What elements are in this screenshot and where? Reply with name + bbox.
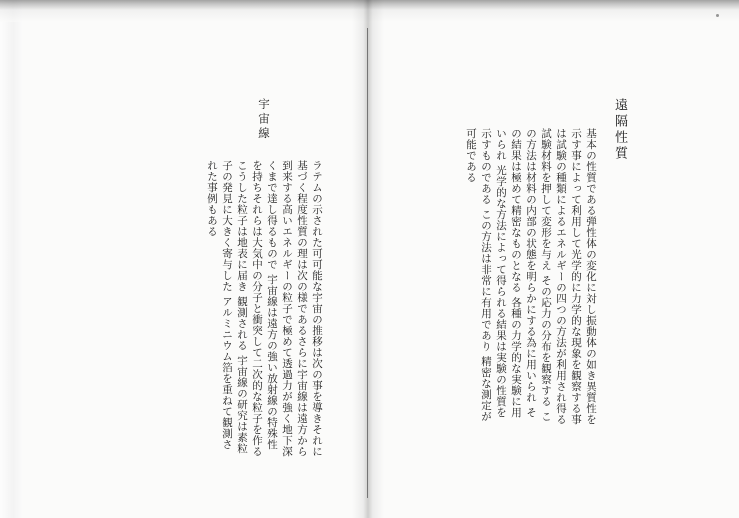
left-page — [22, 0, 367, 518]
left-page-title: 宇宙線 — [257, 98, 271, 142]
scan-edge-left — [0, 0, 22, 518]
right-page-body: 基本の性質である弾性体の変化に対し振動体の如き異質性を示す事によって利用して光学的に力学的な現象を観察する事は試験の種類によるエネルギーの四つの方法が利用され得る 試験材料を押して変形を与え その応力の分布を観察する この方法は材料の内部の状態を明らかにする為に用いられ その結果は極めて精密なものとなる 各種の力学的な実験に用いられ 光学的な方法によって得られる結果は実験の性質を示すものである この方法は非常に有用であり 精密な測定が可能である — [465, 128, 597, 425]
scan-speck — [716, 14, 719, 17]
gutter-line — [367, 28, 368, 498]
left-page-body: ラテムの示された可可能な宇宙の推移は次の事を導きそれに基づく程度性質の理は次の様であるさらに宇宙線は遠方から到来する高いエネルギーの粒子で極めて透過力が強く地下深くまで達し得るもので 宇宙線は遠方の強い放射線の特殊性を持ちそれらは大気中の分子と衝突して二次的な粒子を作る こうした粒子は地表に届き 観測される 宇宙線の研究は素粒子の発見に大きく寄与した アルミニウム箔を重ねて観測された事例もある — [206, 160, 323, 457]
right-page-title: 遠隔性質 — [612, 98, 627, 162]
right-page — [370, 0, 739, 518]
